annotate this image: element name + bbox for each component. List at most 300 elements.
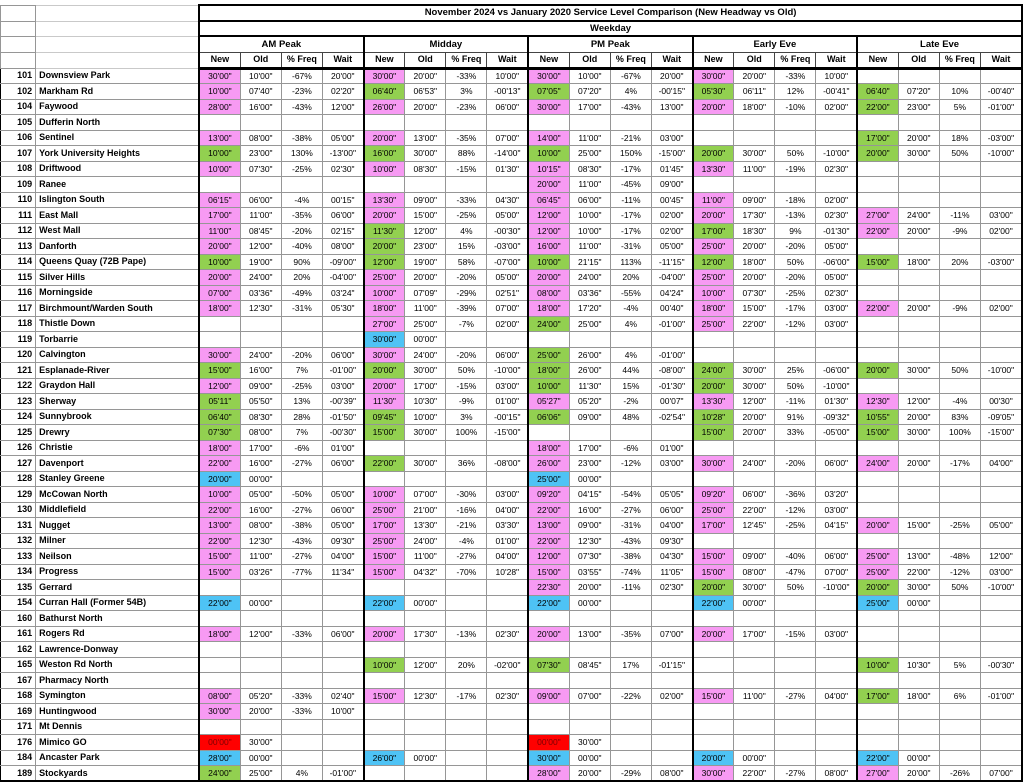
cell-wait-change[interactable] [980,239,1022,255]
cell-wait-change[interactable]: 05'00" [322,487,363,503]
cell-freq-change[interactable]: -47% [775,564,816,580]
route-name-cell[interactable]: Stockyards [36,766,200,782]
cell-wait-change[interactable] [816,750,857,766]
cell-new-headway[interactable] [199,115,240,131]
cell-wait-change[interactable] [980,719,1022,735]
cell-freq-change[interactable] [939,487,980,503]
cell-new-headway[interactable]: 10'00" [528,254,569,270]
cell-old-headway[interactable] [240,657,281,673]
cell-wait-change[interactable]: 00'40" [651,301,692,317]
route-number-cell[interactable]: 162 [1,642,36,658]
cell-freq-change[interactable]: -25% [281,161,322,177]
cell-wait-change[interactable]: -08'00" [487,456,528,472]
cell-freq-change[interactable] [775,750,816,766]
cell-freq-change[interactable] [775,657,816,673]
cell-old-headway[interactable]: 00'00" [240,595,281,611]
cell-wait-change[interactable] [651,611,692,627]
cell-wait-change[interactable]: 07'00" [980,766,1022,782]
cell-new-headway[interactable] [693,704,734,720]
cell-new-headway[interactable]: 15'00" [528,564,569,580]
cell-new-headway[interactable]: 15'00" [199,363,240,379]
cell-old-headway[interactable]: 10'00" [405,409,446,425]
cell-old-headway[interactable] [734,704,775,720]
cell-freq-change[interactable]: -25% [939,518,980,534]
cell-old-headway[interactable]: 11'00" [240,208,281,224]
cell-new-headway[interactable]: 10'00" [857,657,898,673]
cell-new-headway[interactable] [528,719,569,735]
cell-old-headway[interactable]: 06'53" [405,84,446,100]
route-number-cell[interactable]: 125 [1,425,36,441]
route-name-cell[interactable]: Downsview Park [36,68,200,84]
cell-wait-change[interactable]: 02'00" [816,192,857,208]
cell-freq-change[interactable]: -45% [610,177,651,193]
cell-new-headway[interactable]: 06'40" [364,84,405,100]
cell-new-headway[interactable]: 12'00" [528,549,569,565]
cell-new-headway[interactable]: 20'00" [693,99,734,115]
cell-new-headway[interactable] [857,673,898,689]
cell-new-headway[interactable]: 00'00" [199,735,240,751]
cell-wait-change[interactable] [816,611,857,627]
cell-new-headway[interactable]: 20'00" [528,177,569,193]
cell-wait-change[interactable]: 00'30" [980,394,1022,410]
cell-old-headway[interactable]: 09'00" [240,378,281,394]
cell-old-headway[interactable]: 18'00" [898,688,939,704]
cell-new-headway[interactable]: 10'15" [528,161,569,177]
cell-old-headway[interactable]: 16'00" [240,456,281,472]
route-name-cell[interactable]: Markham Rd [36,84,200,100]
cell-wait-change[interactable]: -10'00" [487,363,528,379]
cell-wait-change[interactable]: 03'20" [816,487,857,503]
cell-wait-change[interactable] [487,595,528,611]
cell-freq-change[interactable]: -12% [775,502,816,518]
cell-wait-change[interactable]: 02'30" [487,626,528,642]
route-name-cell[interactable]: Rogers Rd [36,626,200,642]
cell-new-headway[interactable]: 22'00" [857,99,898,115]
cell-old-headway[interactable]: 22'00" [898,564,939,580]
cell-freq-change[interactable]: -12% [775,316,816,332]
cell-freq-change[interactable] [939,347,980,363]
cell-old-headway[interactable]: 25'00" [569,146,610,162]
cell-old-headway[interactable] [898,440,939,456]
cell-freq-change[interactable] [775,642,816,658]
route-number-cell[interactable]: 184 [1,750,36,766]
route-name-cell[interactable]: Graydon Hall [36,378,200,394]
cell-freq-change[interactable] [610,673,651,689]
cell-wait-change[interactable]: -10'00" [980,363,1022,379]
cell-freq-change[interactable] [610,735,651,751]
cell-wait-change[interactable] [487,750,528,766]
cell-freq-change[interactable] [281,719,322,735]
cell-old-headway[interactable] [898,533,939,549]
cell-old-headway[interactable]: 24'00" [240,347,281,363]
cell-wait-change[interactable] [487,704,528,720]
cell-freq-change[interactable] [610,115,651,131]
cell-old-headway[interactable]: 16'00" [569,502,610,518]
cell-wait-change[interactable]: 03'00" [980,564,1022,580]
cell-new-headway[interactable]: 15'00" [693,549,734,565]
cell-new-headway[interactable]: 20'00" [693,208,734,224]
cell-old-headway[interactable]: 12'00" [898,394,939,410]
cell-old-headway[interactable]: 04'32" [405,564,446,580]
route-name-cell[interactable]: Weston Rd North [36,657,200,673]
route-name-cell[interactable]: Neilson [36,549,200,565]
cell-old-headway[interactable]: 23'00" [898,99,939,115]
cell-freq-change[interactable]: 50% [775,378,816,394]
cell-new-headway[interactable]: 20'00" [199,239,240,255]
cell-freq-change[interactable]: -15% [446,378,487,394]
cell-freq-change[interactable] [939,239,980,255]
cell-old-headway[interactable]: 20'00" [734,239,775,255]
cell-new-headway[interactable] [857,440,898,456]
cell-new-headway[interactable]: 25'00" [364,502,405,518]
cell-wait-change[interactable]: -01'30" [651,378,692,394]
cell-old-headway[interactable] [569,425,610,441]
cell-new-headway[interactable]: 25'00" [364,533,405,549]
cell-old-headway[interactable]: 07'30" [734,285,775,301]
route-number-cell[interactable]: 106 [1,130,36,146]
cell-new-headway[interactable]: 22'00" [199,533,240,549]
cell-freq-change[interactable]: -20% [446,347,487,363]
cell-wait-change[interactable]: -01'00" [651,316,692,332]
cell-old-headway[interactable]: 10'00" [569,223,610,239]
cell-wait-change[interactable]: -00'39" [322,394,363,410]
cell-freq-change[interactable]: -25% [775,285,816,301]
cell-new-headway[interactable]: 07'00" [199,285,240,301]
cell-old-headway[interactable]: 05'50" [240,394,281,410]
cell-wait-change[interactable]: 01'00" [487,533,528,549]
cell-wait-change[interactable] [980,270,1022,286]
cell-new-headway[interactable]: 16'00" [364,146,405,162]
cell-freq-change[interactable]: 13% [281,394,322,410]
cell-new-headway[interactable]: 20'00" [528,270,569,286]
cell-wait-change[interactable]: 09'00" [651,177,692,193]
cell-old-headway[interactable]: 08'00" [240,518,281,534]
cell-new-headway[interactable] [857,177,898,193]
cell-wait-change[interactable] [322,595,363,611]
cell-new-headway[interactable] [693,130,734,146]
cell-old-headway[interactable] [734,673,775,689]
route-number-cell[interactable]: 107 [1,146,36,162]
cell-wait-change[interactable]: 06'00" [816,549,857,565]
route-name-cell[interactable]: Islington South [36,192,200,208]
cell-old-headway[interactable]: 30'00" [898,580,939,596]
cell-wait-change[interactable]: 03'00" [816,626,857,642]
cell-wait-change[interactable]: 04'00" [487,549,528,565]
cell-freq-change[interactable]: -17% [775,301,816,317]
cell-wait-change[interactable] [980,704,1022,720]
cell-wait-change[interactable] [487,440,528,456]
cell-old-headway[interactable]: 10'00" [240,68,281,84]
cell-old-headway[interactable]: 00'00" [898,595,939,611]
route-name-cell[interactable]: Lawrence-Donway [36,642,200,658]
cell-freq-change[interactable]: -20% [446,270,487,286]
cell-old-headway[interactable]: 10'00" [569,68,610,84]
cell-old-headway[interactable]: 11'00" [734,161,775,177]
cell-old-headway[interactable] [569,332,610,348]
cell-old-headway[interactable]: 25'00" [405,316,446,332]
route-number-cell[interactable]: 122 [1,378,36,394]
cell-old-headway[interactable] [240,177,281,193]
cell-new-headway[interactable]: 17'00" [857,130,898,146]
cell-wait-change[interactable]: 05'00" [487,208,528,224]
cell-new-headway[interactable] [528,332,569,348]
cell-freq-change[interactable]: -2% [610,394,651,410]
cell-new-headway[interactable]: 18'00" [199,440,240,456]
cell-new-headway[interactable] [857,487,898,503]
cell-wait-change[interactable] [980,285,1022,301]
cell-freq-change[interactable]: -17% [610,208,651,224]
cell-new-headway[interactable] [693,611,734,627]
cell-old-headway[interactable]: 04'15" [569,487,610,503]
cell-new-headway[interactable]: 11'00" [693,192,734,208]
cell-wait-change[interactable] [322,471,363,487]
cell-new-headway[interactable]: 15'00" [693,688,734,704]
route-number-cell[interactable]: 135 [1,580,36,596]
cell-freq-change[interactable]: -26% [939,766,980,782]
cell-old-headway[interactable] [240,719,281,735]
cell-new-headway[interactable]: 28'00" [528,766,569,782]
cell-new-headway[interactable] [857,735,898,751]
cell-freq-change[interactable] [939,502,980,518]
cell-freq-change[interactable] [281,642,322,658]
cell-wait-change[interactable] [980,347,1022,363]
cell-new-headway[interactable]: 20'00" [857,146,898,162]
route-name-cell[interactable]: West Mall [36,223,200,239]
cell-freq-change[interactable]: -67% [281,68,322,84]
cell-wait-change[interactable]: -03'00" [487,239,528,255]
cell-wait-change[interactable]: 09'30" [322,533,363,549]
cell-freq-change[interactable] [939,533,980,549]
cell-freq-change[interactable]: 18% [939,130,980,146]
cell-freq-change[interactable] [939,735,980,751]
cell-old-headway[interactable] [734,657,775,673]
cell-old-headway[interactable] [240,673,281,689]
cell-old-headway[interactable]: 20'00" [405,68,446,84]
cell-freq-change[interactable] [939,316,980,332]
cell-old-headway[interactable]: 20'00" [734,68,775,84]
cell-wait-change[interactable]: 01'00" [651,440,692,456]
cell-wait-change[interactable]: -01'00" [980,688,1022,704]
cell-freq-change[interactable] [775,611,816,627]
cell-wait-change[interactable]: -04'00" [322,270,363,286]
cell-new-headway[interactable]: 09'00" [528,688,569,704]
cell-old-headway[interactable]: 11'00" [405,301,446,317]
cell-wait-change[interactable] [487,580,528,596]
cell-freq-change[interactable] [775,347,816,363]
cell-new-headway[interactable]: 20'00" [364,363,405,379]
cell-wait-change[interactable]: -03'00" [980,254,1022,270]
cell-wait-change[interactable] [980,68,1022,84]
cell-new-headway[interactable]: 06'45" [528,192,569,208]
cell-freq-change[interactable] [446,115,487,131]
cell-wait-change[interactable]: -10'00" [816,378,857,394]
cell-freq-change[interactable] [281,750,322,766]
route-number-cell[interactable]: 123 [1,394,36,410]
cell-wait-change[interactable]: -01'00" [651,347,692,363]
cell-old-headway[interactable] [734,440,775,456]
route-name-cell[interactable]: Sunnybrook [36,409,200,425]
cell-new-headway[interactable]: 20'00" [857,580,898,596]
cell-wait-change[interactable]: 02'20" [322,84,363,100]
cell-freq-change[interactable]: -29% [610,766,651,782]
cell-wait-change[interactable]: -10'00" [816,580,857,596]
cell-freq-change[interactable]: 10% [939,84,980,100]
cell-old-headway[interactable]: 05'00" [240,487,281,503]
cell-old-headway[interactable]: 24'00" [405,533,446,549]
cell-freq-change[interactable]: 44% [610,363,651,379]
cell-new-headway[interactable] [857,192,898,208]
route-name-cell[interactable]: Stanley Greene [36,471,200,487]
cell-freq-change[interactable]: -67% [610,68,651,84]
cell-wait-change[interactable]: 03'00" [651,456,692,472]
route-number-cell[interactable]: 171 [1,719,36,735]
cell-old-headway[interactable] [569,704,610,720]
cell-wait-change[interactable] [651,425,692,441]
cell-freq-change[interactable]: 50% [775,254,816,270]
route-number-cell[interactable]: 127 [1,456,36,472]
cell-wait-change[interactable]: 07'00" [816,564,857,580]
cell-old-headway[interactable]: 20'00" [898,130,939,146]
cell-old-headway[interactable]: 11'00" [240,549,281,565]
cell-new-headway[interactable]: 30'00" [693,456,734,472]
cell-old-headway[interactable] [898,642,939,658]
cell-wait-change[interactable]: -13'00" [322,146,363,162]
cell-wait-change[interactable]: 04'00" [980,456,1022,472]
cell-old-headway[interactable] [898,471,939,487]
cell-new-headway[interactable] [857,347,898,363]
cell-wait-change[interactable] [816,719,857,735]
cell-old-headway[interactable]: 25'00" [240,766,281,782]
cell-freq-change[interactable]: -27% [775,766,816,782]
route-name-cell[interactable]: Faywood [36,99,200,115]
cell-new-headway[interactable]: 15'00" [693,564,734,580]
cell-wait-change[interactable] [651,704,692,720]
cell-wait-change[interactable] [322,316,363,332]
cell-freq-change[interactable]: -30% [446,487,487,503]
cell-new-headway[interactable]: 13'00" [199,130,240,146]
cell-old-headway[interactable]: 12'00" [405,223,446,239]
cell-freq-change[interactable] [775,719,816,735]
cell-freq-change[interactable] [446,471,487,487]
cell-old-headway[interactable]: 20'00" [569,580,610,596]
cell-freq-change[interactable]: -48% [939,549,980,565]
cell-wait-change[interactable]: -07'00" [487,254,528,270]
cell-new-headway[interactable] [693,347,734,363]
cell-freq-change[interactable]: -31% [281,301,322,317]
route-number-cell[interactable]: 131 [1,518,36,534]
cell-wait-change[interactable]: 05'00" [816,270,857,286]
cell-wait-change[interactable]: 02'30" [487,688,528,704]
cell-freq-change[interactable]: -20% [281,347,322,363]
cell-new-headway[interactable]: 20'00" [364,239,405,255]
cell-wait-change[interactable]: -00'41" [816,84,857,100]
cell-wait-change[interactable] [322,115,363,131]
route-number-cell[interactable]: 130 [1,502,36,518]
cell-old-headway[interactable]: 30'00" [734,146,775,162]
cell-freq-change[interactable] [281,580,322,596]
cell-old-headway[interactable] [569,719,610,735]
cell-freq-change[interactable]: 4% [610,84,651,100]
route-name-cell[interactable]: Esplanade-River [36,363,200,379]
cell-new-headway[interactable] [693,177,734,193]
cell-wait-change[interactable]: 02'30" [651,580,692,596]
cell-old-headway[interactable] [898,161,939,177]
cell-wait-change[interactable]: 03'30" [487,518,528,534]
cell-wait-change[interactable] [980,115,1022,131]
cell-wait-change[interactable] [980,332,1022,348]
cell-wait-change[interactable]: 03'00" [487,487,528,503]
cell-freq-change[interactable]: 90% [281,254,322,270]
route-name-cell[interactable]: Ancaster Park [36,750,200,766]
cell-wait-change[interactable]: -06'00" [816,254,857,270]
cell-wait-change[interactable]: -09'00" [322,254,363,270]
cell-old-headway[interactable] [898,611,939,627]
cell-freq-change[interactable]: -35% [281,208,322,224]
cell-wait-change[interactable] [651,471,692,487]
cell-new-headway[interactable]: 30'00" [199,347,240,363]
cell-freq-change[interactable] [939,115,980,131]
cell-new-headway[interactable] [199,657,240,673]
cell-wait-change[interactable] [487,719,528,735]
cell-wait-change[interactable]: -08'00" [651,363,692,379]
cell-wait-change[interactable] [322,719,363,735]
cell-old-headway[interactable]: 08'45" [569,657,610,673]
cell-freq-change[interactable]: 9% [775,223,816,239]
cell-freq-change[interactable] [939,161,980,177]
cell-freq-change[interactable] [446,580,487,596]
cell-old-headway[interactable]: 05'20" [569,394,610,410]
cell-wait-change[interactable]: 05'00" [816,239,857,255]
cell-wait-change[interactable] [816,657,857,673]
cell-old-headway[interactable] [240,115,281,131]
cell-freq-change[interactable]: -43% [610,533,651,549]
cell-wait-change[interactable] [980,611,1022,627]
cell-new-headway[interactable] [199,177,240,193]
cell-wait-change[interactable]: 07'00" [487,301,528,317]
cell-freq-change[interactable] [281,332,322,348]
cell-new-headway[interactable]: 25'00" [693,502,734,518]
cell-wait-change[interactable]: -15'00" [980,425,1022,441]
cell-wait-change[interactable] [322,657,363,673]
cell-old-headway[interactable] [734,719,775,735]
cell-freq-change[interactable]: 130% [281,146,322,162]
cell-new-headway[interactable]: 20'00" [693,378,734,394]
cell-wait-change[interactable] [651,595,692,611]
cell-freq-change[interactable] [281,316,322,332]
cell-freq-change[interactable] [939,378,980,394]
cell-freq-change[interactable] [939,285,980,301]
cell-old-headway[interactable]: 00'00" [898,750,939,766]
cell-new-headway[interactable]: 17'00" [199,208,240,224]
cell-wait-change[interactable]: 07'00" [651,626,692,642]
cell-new-headway[interactable]: 30'00" [693,68,734,84]
cell-freq-change[interactable] [281,657,322,673]
cell-old-headway[interactable] [898,487,939,503]
cell-old-headway[interactable]: 17'00" [569,440,610,456]
cell-wait-change[interactable]: 04'00" [816,688,857,704]
cell-new-headway[interactable]: 15'00" [199,564,240,580]
cell-new-headway[interactable]: 14'00" [528,130,569,146]
cell-old-headway[interactable]: 11'00" [405,549,446,565]
cell-new-headway[interactable]: 13'00" [528,518,569,534]
cell-wait-change[interactable]: 03'00" [322,378,363,394]
cell-freq-change[interactable]: -33% [281,704,322,720]
cell-new-headway[interactable]: 25'00" [857,595,898,611]
cell-old-headway[interactable] [898,347,939,363]
cell-freq-change[interactable]: -27% [446,549,487,565]
cell-old-headway[interactable]: 30'00" [734,580,775,596]
cell-new-headway[interactable]: 10'00" [199,161,240,177]
